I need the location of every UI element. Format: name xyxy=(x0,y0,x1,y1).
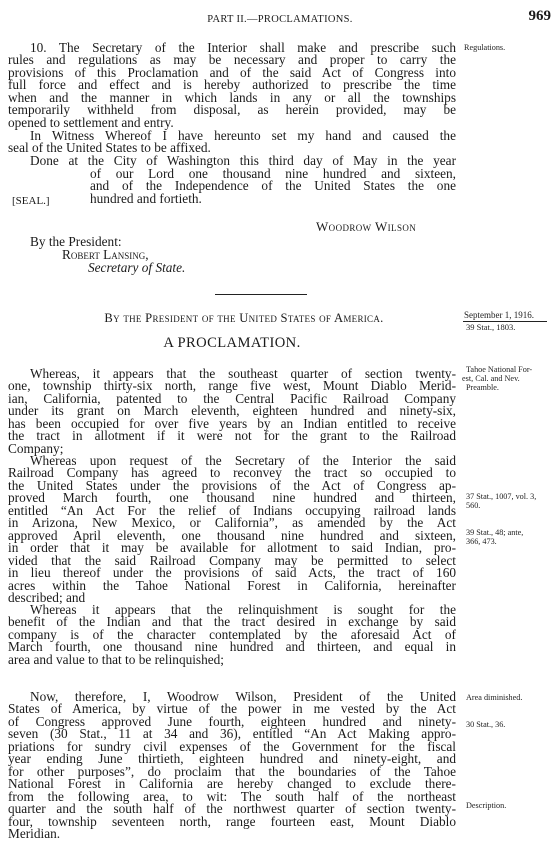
sec10-line: opened to settlement and entry. xyxy=(8,114,174,130)
sec10-line: provisions of this Proclamation and of the said Act of Congress into xyxy=(8,64,456,80)
section-divider xyxy=(215,294,307,295)
done-line-2: of our Lord one thousand nine hundred and sixteen, xyxy=(90,166,456,181)
sidenote-stat-1-line-2: 560. xyxy=(466,501,481,510)
whereas-1 xyxy=(8,368,456,455)
whereas1-line: Company; xyxy=(8,440,64,456)
sec10-line: full force and effect and is hereby authorized to prescribe the time xyxy=(8,77,456,93)
proclamation-title: A PROCLAMATION. xyxy=(163,335,301,351)
sidenote-tahoe-line-1: Tahoe National For- xyxy=(466,365,533,374)
sec10-line: when and the manner in which lands in any or all the townships xyxy=(8,89,456,105)
whereas2-line: the United States under the provisions of the Act of Congress ap- xyxy=(8,477,456,493)
witness-line: seal of the United States to be affixed. xyxy=(8,140,211,156)
now-line: priations for sundry civil expenses of the Government for the fiscal xyxy=(8,738,456,754)
whereas2-line: in Arizona, New Mexico, or California”, as amended by the Act xyxy=(8,515,456,531)
sidenote-tahoe-line-2: est, Cal. and Nev. xyxy=(462,374,520,383)
by-the-president: By the President: xyxy=(30,234,122,249)
sidenote-stat-2 xyxy=(466,528,523,546)
whereas2-line: in order that it may be available for allotment to said Indian, pro- xyxy=(8,540,456,556)
whereas2-line: Whereas upon request of the Secretary of the Interior the said xyxy=(30,453,456,468)
sidenote-regulations: Regulations. xyxy=(464,43,506,52)
whereas3-line: company is of the character contemplated by the aforesaid Act of xyxy=(8,626,456,642)
sidenote-tahoe xyxy=(462,365,532,392)
sidenote-stat-1-line-1: 37 Stat., 1007, vol. 3, xyxy=(466,492,537,501)
sec10-line: rules and regulations as may be necessary and proper to carry the xyxy=(8,52,456,68)
now-line: National Forest in California are hereby changed to exclude there- xyxy=(8,776,456,792)
sec10-line: temporarily withheld from disposal, as herein provided, may be xyxy=(8,102,456,118)
whereas-2 xyxy=(8,455,456,604)
now-line: Now, therefore, I, Woodrow Wilson, President of the United xyxy=(30,689,456,704)
now-line: from the following area, to wit: The south half of the northeast xyxy=(8,788,456,804)
whereas3-line: benefit of the Indian and that the tract desired in exchange by said xyxy=(8,614,456,630)
whereas1-line: under its grant on March eleventh, eighteen hundred and ninety-six, xyxy=(8,403,456,419)
done-line-3: and of the Independence of the United States the one xyxy=(90,178,456,194)
sec10-line: 10. The Secretary of the Interior shall make and prescribe such xyxy=(30,40,456,55)
sidenote-stat-2-line-2: 366, 473. xyxy=(466,537,497,546)
secretary-title: Secretary of State. xyxy=(88,260,186,275)
now-line: seven (30 Stat., 11 at 34 and 36), entitled “An Act Making appro- xyxy=(8,726,456,742)
page-number: 969 xyxy=(528,8,551,24)
now-line: for other purposes”, do proclaim that the boundaries of the Tahoe xyxy=(8,763,456,779)
lansing-name: Robert Lansing, xyxy=(62,247,149,262)
whereas-3 xyxy=(8,604,456,666)
signature-wilson: Woodrow Wilson xyxy=(316,219,417,234)
done-continuation xyxy=(90,168,456,205)
whereas2-line: approved April eleventh, one thousand nine hundred and sixteen, xyxy=(8,527,456,543)
done-line-4: hundred and fortieth. xyxy=(90,190,202,206)
now-line: States of America, by virtue of the power in me vested by the Act xyxy=(8,701,456,717)
whereas2-line: entitled “An Act For the relief of Indians occupying railroad lands xyxy=(8,502,456,518)
now-line: Meridian. xyxy=(8,825,61,841)
whereas2-line: in lieu thereof under the provisions of said Acts, the tract of 160 xyxy=(8,565,456,581)
whereas2-line: proved March fourth, one thousand nine hundred and thirteen, xyxy=(8,490,456,506)
sidenote-preamble: Preamble. xyxy=(466,383,499,392)
sidenote-area: Area diminished. xyxy=(466,693,523,702)
whereas3-line: March fourth, one thousand nine hundred and thirteen, and equal in xyxy=(8,639,456,655)
sidenote-stat-3: 30 Stat., 36. xyxy=(466,720,506,729)
now-therefore xyxy=(8,691,456,840)
whereas2-line: described; and xyxy=(8,589,86,605)
witness-line: In Witness Whereof I have hereunto set my hand and caused the xyxy=(30,128,456,143)
sidenote-stat-ref: 39 Stat., 1803. xyxy=(466,322,516,332)
done-line-1: Done at the City of Washington this third day of May in the year xyxy=(30,153,456,168)
witness-clause xyxy=(8,130,456,155)
whereas3-line: area and value to that to be relinquished; xyxy=(8,651,224,667)
whereas3-line: Whereas it appears that the relinquishment is sought for the xyxy=(30,602,456,617)
page-header xyxy=(0,6,558,24)
whereas1-line: one, township thirty-six north, range five west, Mount Diablo Merid- xyxy=(8,378,456,394)
now-line: of Congress approved June fourth, eighteen hundred and ninety- xyxy=(8,713,456,729)
whereas1-line: the tract in allotment if it were not for the grant to the Railroad xyxy=(8,428,456,444)
sidenote-stat-2-line-1: 39 Stat., 48; ante, xyxy=(466,528,524,537)
now-line: year ending June thirtieth, eighteen hundred and ninety-eight, and xyxy=(8,751,456,767)
sidenote-date: September 1, 1916. xyxy=(464,310,534,320)
seal-mark: [SEAL.] xyxy=(12,195,50,207)
now-line: quarter and the south half of the northwest quarter of section twenty- xyxy=(8,801,456,817)
whereas2-line: vided that the said Railroad Company may be permitted to select xyxy=(8,552,456,568)
now-line: four, township seventeen north, range fourteen east, Mount Diablo xyxy=(8,813,456,829)
sidenote-description: Description. xyxy=(466,801,507,810)
whereas1-line: ian, California, patented to the Central Pacific Railroad Company xyxy=(8,390,456,406)
countersign-block xyxy=(30,235,185,274)
sidenote-stat-1 xyxy=(466,492,536,510)
whereas2-line: Railroad Company has agreed to reconvey the tract so occupied to xyxy=(8,465,456,481)
running-head: PART II.—PROCLAMATIONS. xyxy=(207,14,353,25)
whereas2-line: acres within the Tahoe National Forest in California, hereinafter xyxy=(8,577,456,593)
proclamation-heading: By the President of the United States of America. xyxy=(104,311,384,325)
section-10 xyxy=(8,42,456,129)
whereas1-line: has been occupied for over five years by an Indian entitled to receive xyxy=(8,415,456,431)
whereas1-line: Whereas, it appears that the southeast quarter of section twenty- xyxy=(30,366,456,381)
